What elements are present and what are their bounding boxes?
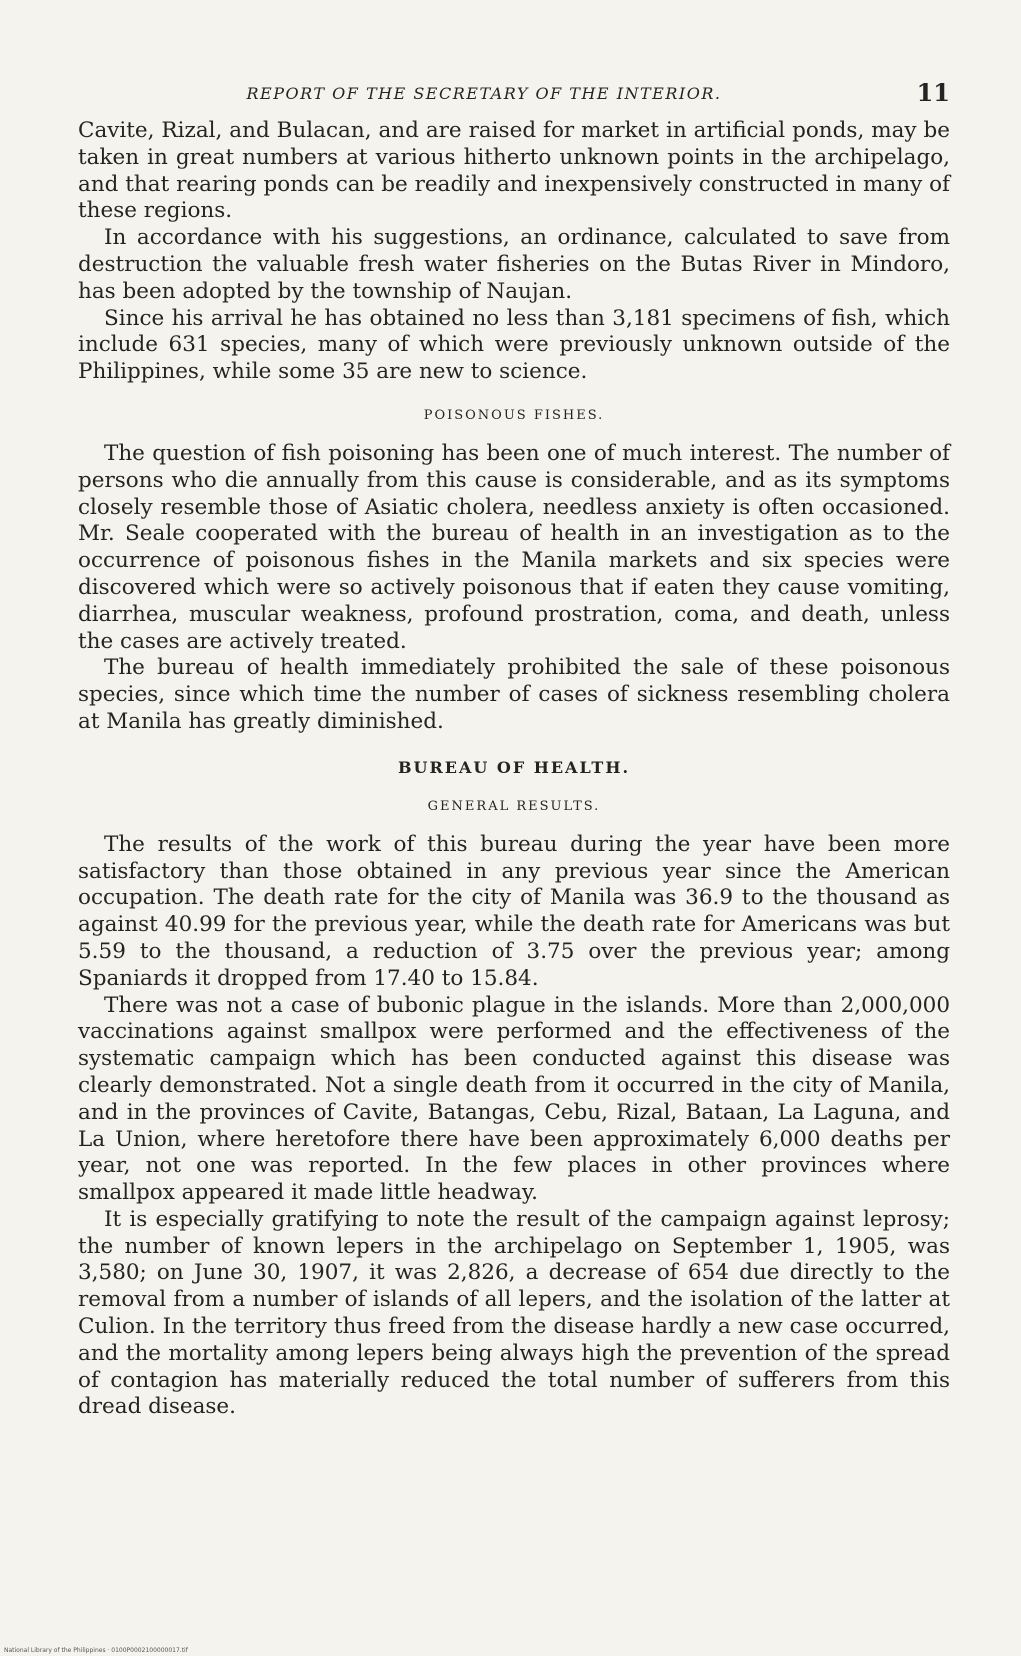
heading-general-results: GENERAL RESULTS. — [427, 798, 601, 814]
paragraph-poisonous-1: The question of fish poisoning has been one of much interest. The number of persons who die annually from this cause is considerable, and as its symptoms closely resemble those of Asiatic cholera, needless anxiety is often occasioned. Mr. Seale cooperated with the bureau of health in an investigation as to the occurrence of poisonous fishes in the Manila markets and six species were discovered which were so actively poisonous that if eaten they cause vomiting, diarrhea, muscular weakness, profound prostration, coma, and death, unless the cases are actively treated. — [78, 440, 950, 654]
document-page — [78, 78, 950, 1421]
page-number: 11 — [916, 78, 950, 107]
paragraph-general-2: There was not a case of bubonic plague in the islands. More than 2,000,000 vaccinations against smallpox were performed and the effectiveness of the systematic campaign which has been conducted against this disease was clearly demonstrated. Not a single death from it occurred in the city of Manila, and in the provinces of Cavite, Batangas, Cebu, Rizal, Bataan, La Laguna, and La Union, where heretofore there have been approximately 6,000 deaths per year, not one was reported. In the few places in other provinces where smallpox appeared it made little headway. — [78, 992, 950, 1206]
heading-poisonous-fishes: POISONOUS FISHES. — [423, 407, 605, 423]
paragraph-intro-2: In accordance with his suggestions, an ordinance, calculated to save from destruction the valuable fresh water fisheries on the Butas River in Mindoro, has been adopted by the township of Naujan. — [78, 225, 950, 304]
paragraph-intro-1: Cavite, Rizal, and Bulacan, and are raised for market in artificial ponds, may be taken in great numbers at various hitherto unknown points in the archipelago, and that rearing ponds can be readily and inexpensively constructed in many of these regions. — [78, 118, 950, 224]
paragraph-poisonous-2: The bureau of health immediately prohibited the sale of these poisonous species, since which time the number of cases of sickness resembling cholera at Manila has greatly diminished. — [78, 655, 950, 734]
paragraph-intro-3: Since his arrival he has obtained no less than 3,181 specimens of fish, which include 631 species, many of which were previously unknown outside of the Philippines, while some 35 are new to science. — [78, 305, 950, 385]
heading-bureau-of-health: BUREAU OF HEALTH. — [397, 757, 631, 777]
paragraph-general-3: It is especially gratifying to note the result of the campaign against leprosy; the number of known lepers in the archipelago on September 1, 1905, was 3,580; on June 30, 1907, it was 2,826, a decrease of 654 due directly to the removal from a number of islands of all lepers, and the isolation of the latter at Culion. In the territory thus freed from the disease hardly a new case occurred, and the mortality among lepers being always high the prevention of the spread of contagion has materially reduced the total number of sufferers from this dread disease. — [78, 1206, 950, 1420]
paragraph-general-1: The results of the work of this bureau during the year have been more satisfactory than those obtained in any previous year since the American occupation. The death rate for the city of Manila was 36.9 to the thousand as against 40.99 for the previous year, while the death rate for Americans was but 5.59 to the thousand, a reduction of 3.75 over the previous year; among Spaniards it dropped from 17.40 to 15.84. — [78, 831, 950, 991]
scan-source-note: National Library of the Philippines · 0100P0002100000017.tif — [4, 1647, 188, 1654]
running-header — [78, 78, 950, 118]
running-title: REPORT OF THE SECRETARY OF THE INTERIOR. — [246, 84, 722, 103]
